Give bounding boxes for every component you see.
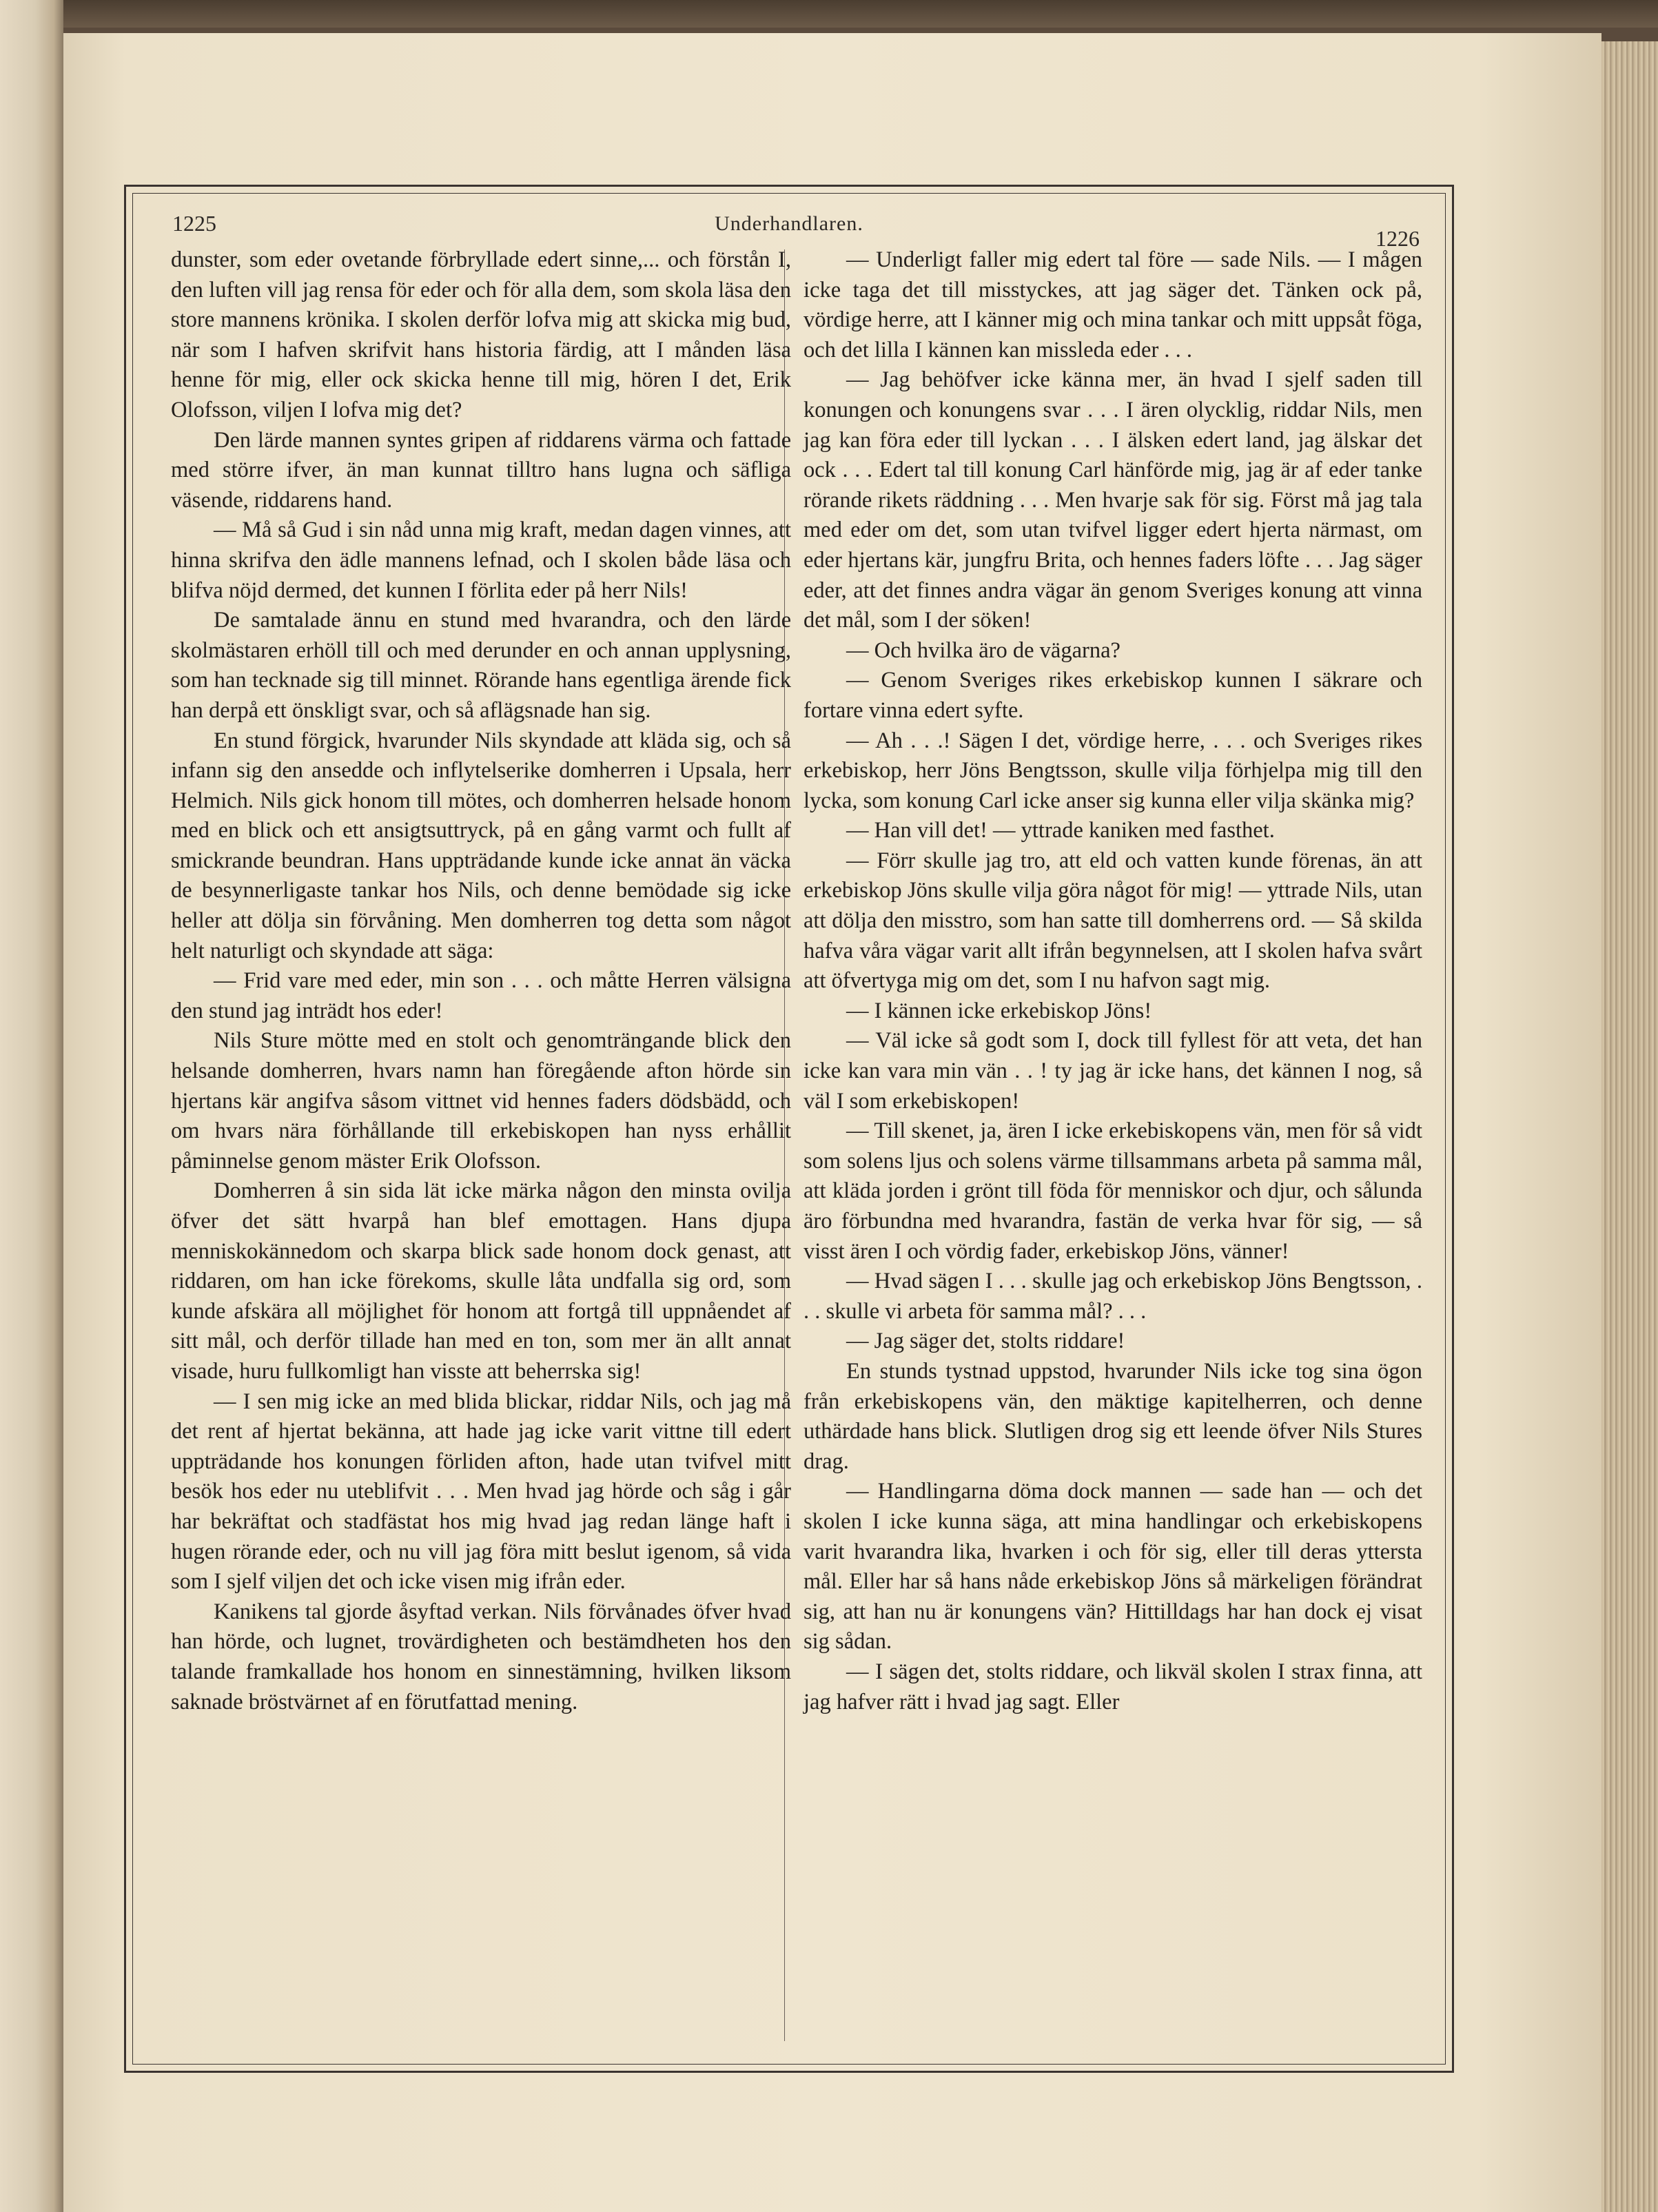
paragraph: De samtalade ännu en stund med hvarandra, och den lärde skolmästaren erhöll till och med derunder en och annan upplysning, som han tecknade sig till minnet. Rörande hans egentliga ärende fick han derpå ett önskligt svar, och så aflägsnade han sig. <box>171 608 791 723</box>
paragraph: — I sägen det, stolts riddare, och likväl skolen I strax finna, att jag hafver rätt i hvad jag sagt. Eller <box>804 1659 1422 1714</box>
right-page-number: 1226 <box>1375 226 1420 251</box>
paragraph: dunster, som eder ovetande förbryllade edert sinne,... och förstån I, den luften vill jag rensa för eder och för alla dem, som skola läsa den store mannens krönika. I skolen derför lofva mig att skicka mig bud, när som I hafven skrifvit hans historia färdig, att I månden läsa henne för mig, eller ock skicka henne till mig, hören I det, Erik Olofsson, viljen I lofva mig det? <box>171 247 791 422</box>
paragraph: Kanikens tal gjorde åsyftad verkan. Nils förvånades öfver hvad han hörde, och lugnet, trovärdigheten och bestämdheten hos den talande framkallade hos honom en sinnestämning, hvilken liksom saknade bröstvärnet af en förutfattad mening. <box>171 1599 791 1714</box>
paragraph: Domherren å sin sida lät icke märka någon den minsta ovilja öfver det sätt hvarpå han blef emottagen. Hans djupa menniskokännedom och skarpa blick sade honom dock genast, att riddaren, om han icke förekoms, skulle låta undfalla sig ord, som kunde afskära all möjlighet för honom att fortgå till uppnåendet af sitt mål, och derför tillade han med en ton, som mer än allt annat visade, huru fullkomligt han visste att beherrska sig! <box>171 1178 791 1384</box>
running-title: Underhandlaren. <box>715 212 863 235</box>
paragraph: — Genom Sveriges rikes erkebiskop kunnen I säkrare och fortare vinna edert syfte. <box>804 668 1422 723</box>
book-spine <box>0 0 63 2212</box>
paragraph: Nils Sture mötte med en stolt och genomträngande blick den helsande domherren, hvars namn han föregående afton hörde sin hjertans kär angifva såsom vittnet vid hennes faders dödsbädd, och om hvars nära förhållande till erkebiskopen han nyss erhållit påminnelse genom mäster Erik Olofsson. <box>171 1028 791 1174</box>
paragraph: — Ah . . .! Sägen I det, vördige herre, . . . och Sveriges rikes erkebiskop, herr Jöns Bengtsson, skulle vilja förhjelpa mig till den lycka, som konung Carl icke anser sig kunna eller vilja skänka mig? <box>804 728 1422 813</box>
paragraph: — Jag behöfver icke känna mer, än hvad I sjelf saden till konungen och konungens svar . . . I ären olycklig, riddar Nils, men jag kan föra eder till lyckan . . . I älsken edert land, jag älskar det ock . . . Edert tal till konung Carl hänförde mig, jag är af eder tanke rörande rikets räddning . . . Men hvarje sak för sig. Först må jag tala med eder om det, som utan tvifvel ligger edert hjerta närmast, om eder hjertans kär, jungfru Brita, och hennes faders löfte . . . Jag säger eder, att det finnes andra vägar än genom Sveriges konung att vinna det mål, som I der söken! <box>804 367 1422 633</box>
paragraph: — Till skenet, ja, ären I icke erkebiskopens vän, men för så vidt som solens ljus och solens värme tillsammans arbeta på samma mål, att kläda jorden i grönt till föda för menniskor och djur, och sålunda äro förbundna med hvarandra, fastän de verka hvar för sig, — så visst ären I och vördig fader, erkebiskop Jöns, vänner! <box>804 1118 1422 1264</box>
right-text-column <box>804 245 1422 1717</box>
paragraph: En stunds tystnad uppstod, hvarunder Nils icke tog sina ögon från erkebiskopens vän, den mäktige kapitelherren, och denne uthärdade hans blick. Slutligen drog sig ett leende öfver Nils Stures drag. <box>804 1358 1422 1474</box>
paragraph: — Och hvilka äro de vägarna? <box>846 637 1120 663</box>
book-cover-edge <box>0 0 1658 28</box>
paragraph: — Underligt faller mig edert tal före — sade Nils. — I mågen icke taga det till misstyckes, att jag säger det. Tänken ock på, vördige herre, att I känner mig och mina tankar och mitt uppsåt föga, och det lilla I kännen kan missleda eder . . . <box>804 247 1422 362</box>
paragraph: — Han vill det! — yttrade kaniken med fasthet. <box>846 818 1275 843</box>
paragraph: — Må så Gud i sin nåd unna mig kraft, medan dagen vinnes, att hinna skrifva den ädle mannens lefnad, och I skolen både läsa och blifva nöjd dermed, det kunnen I förlita eder på herr Nils! <box>171 518 791 603</box>
paragraph: — Handlingarna döma dock mannen — sade han — och det skolen I icke kunna säga, att mina handlingar och erkebiskopens varit hvarandra lika, hvarken i och för sig, eller till deras yttersta mål. Eller har så hans nåde erkebiskop Jöns så märkeligen förändrat sig, att han nu är konungens vän? Hittilldags har han dock ej visat sig sådan. <box>804 1479 1422 1655</box>
paragraph: — Frid vare med eder, min son . . . och måtte Herren välsigna den stund jag inträdt hos eder! <box>171 968 791 1023</box>
page-edge-stack <box>1601 41 1658 2212</box>
paragraph: — I kännen icke erkebiskop Jöns! <box>846 998 1152 1023</box>
paragraph: — Väl icke så godt som I, dock till fyllest för att veta, det han icke kan vara min vän . . ! ty jag är icke hans, det kännen I nog, så väl I som erkebiskopen! <box>804 1028 1422 1114</box>
left-text-column <box>171 245 791 1717</box>
left-page-number: 1225 <box>172 211 216 236</box>
paragraph: Den lärde mannen syntes gripen af riddarens värma och fattade med större ifver, än man kunnat tilltro hans lugna och säfliga väsende, riddarens hand. <box>171 427 791 513</box>
paragraph: — Förr skulle jag tro, att eld och vatten kunde förenas, än att erkebiskop Jöns skulle vilja göra något för mig! — yttrade Nils, utan att dölja den misstro, som han satte till domherrens ord. — Så skilda hafva våra vägar varit allt ifrån begynnelsen, att I skolen hafva svårt att öfvertyga mig om det, som I nu hafvon sagt mig. <box>804 848 1422 994</box>
paragraph: — Jag säger det, stolts riddare! <box>846 1329 1125 1354</box>
paragraph: — Hvad sägen I . . . skulle jag och erkebiskop Jöns Bengtsson, . . . skulle vi arbeta för samma mål? . . . <box>804 1269 1422 1324</box>
paragraph: En stund förgick, hvarunder Nils skyndade att kläda sig, och så infann sig den ansedde och inflytelserike domherren i Upsala, herr Helmich. Nils gick honom till mötes, och domherren helsade honom med en blick och ett ansigtsuttryck, på en gång varmt och fullt af smickrande beundran. Hans uppträdande kunde icke annat än väcka de besynnerligaste tankar hos Nils, och denne bemödade sig icke heller att dölja sin förvåning. Men domherren tog detta som något helt naturligt och skyndade att säga: <box>171 728 791 963</box>
running-header <box>158 204 1420 251</box>
paragraph: — I sen mig icke an med blida blickar, riddar Nils, och jag må det rent af hjertat bekänna, att hade jag icke varit vittne till edert uppträdande hos konungen förliden afton, hade utan tvifvel mitt besök hos eder nu uteblifvit . . . Men hvad jag hörde och såg i går har bekräftat och stadfästat hos mig hvad jag redan länge haft i hugen rörande eder, och nu vill jag föra mitt beslut igenom, så vida som I sjelf viljen det och icke visen mig ifrån eder. <box>171 1389 791 1595</box>
